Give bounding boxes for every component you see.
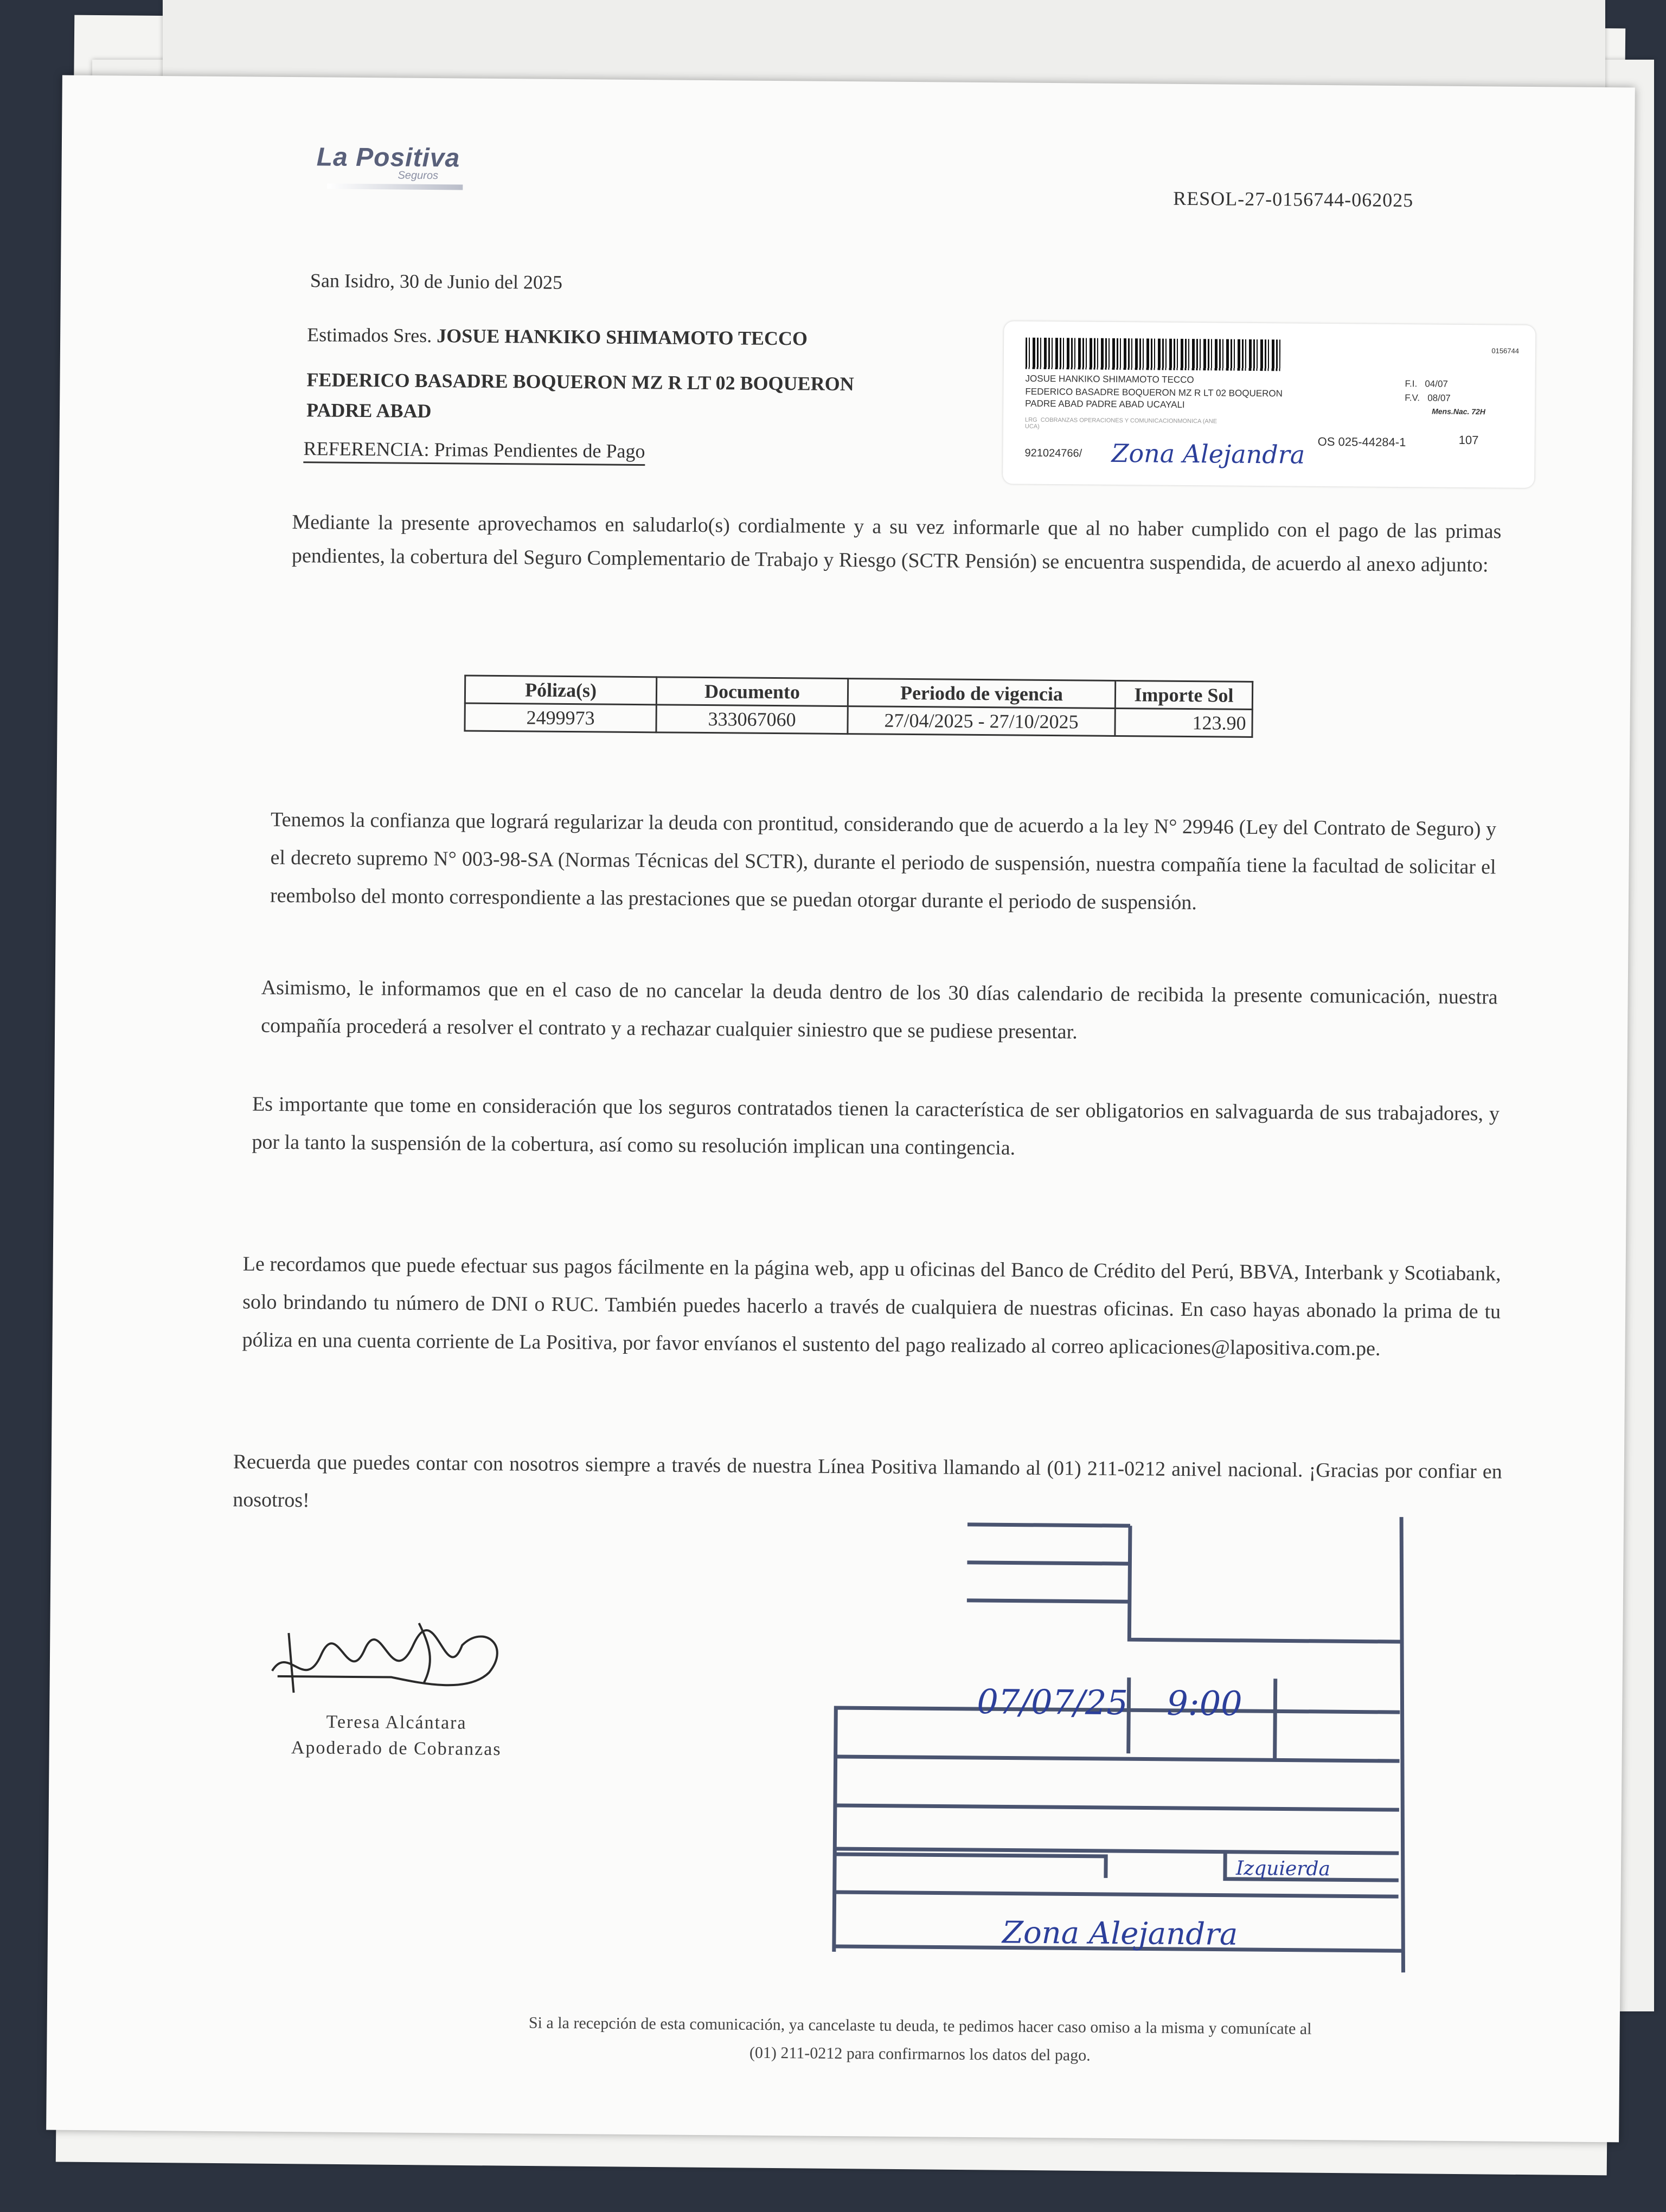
stamp-observation: Zona Alejandra xyxy=(1002,1915,1238,1952)
label-small-text: LRG COBRANZAS OPERACIONES Y COMUNICACIONMONICA (ANE UCA) xyxy=(1024,416,1218,430)
paragraph-contact: Recuerda que puedes contar con nosotros siempre a través de nuestra Línea Positiva llamando al (01) 211-0212 anivel nacional. ¡Gracias por confiar en nosotros! xyxy=(233,1450,1502,1512)
stamp-time: 9:00 xyxy=(1167,1683,1242,1724)
stamp-date: 07/07/25 xyxy=(977,1682,1129,1723)
reception-stamp xyxy=(823,1502,1461,1984)
label-phone: 921024766/ xyxy=(1024,447,1082,460)
period-cell: 27/04/2025 - 27/10/2025 xyxy=(848,706,1115,736)
footer-line-1: Si a la recepción de esta comunicación, ya cancelaste tu deuda, te pedimos hacer caso omiso a la misma y comunícate al xyxy=(528,2014,1312,2038)
table-header: Importe Sol xyxy=(1115,680,1252,709)
shipping-label xyxy=(1003,321,1535,488)
paragraph-deadline: Asimismo, le informamos que en el caso de no cancelar la deuda dentro de los 30 días calendario de recibida la presente comunicación, nuestra compañía procederá a resolver el contrato y a rechazar cualquier siniestro que se pudiese presentar. xyxy=(261,976,1498,1044)
signer-name: Teresa Alcántara xyxy=(326,1712,467,1733)
label-os: OS 025-44284-1 xyxy=(1317,434,1406,449)
resolution-code: RESOL-27-0156744-062025 xyxy=(1173,187,1414,211)
label-mens: Mens.Nac. 72H xyxy=(1432,407,1486,416)
recipient-address xyxy=(306,364,854,429)
footer-note xyxy=(350,2008,1490,2073)
footer-line-2: (01) 211-0212 para confirmarnos los datos del pago. xyxy=(749,2043,1091,2065)
label-address-2: PADRE ABAD PADRE ABAD UCAYALI xyxy=(1025,398,1185,410)
label-address-1: FEDERICO BASADRE BOQUERON MZ R LT 02 BOQUERON xyxy=(1025,386,1283,399)
stamp-mark: Izquierda xyxy=(1235,1857,1331,1881)
label-name: JOSUE HANKIKO SHIMAMOTO TECCO xyxy=(1025,373,1194,385)
recipient-name: JOSUE HANKIKO SHIMAMOTO TECCO xyxy=(437,325,808,350)
logo-sub: Seguros xyxy=(398,169,439,182)
amount-cell: 123.90 xyxy=(1115,708,1252,737)
signature-block xyxy=(255,1709,538,1763)
barcode xyxy=(1026,338,1280,371)
greeting xyxy=(307,316,808,357)
paragraph-confidence: Tenemos la confianza que logrará regularizar la deuda con prontitud, considerando que de acuerdo a la ley N° 29946 (Ley del Contrato de Seguro) y el decreto supremo N° 003-98-SA (Normas Técnicas del SCTR), durante el periodo de suspensión, nuestra compañía tiene la facultad de solicitar el reembolso del monto correspondiente a las prestaciones que se puedan otorgar durante el periodo de suspensión. xyxy=(270,808,1497,915)
intro-paragraph: Mediante la presente aprovechamos en saludarlo(s) cordialmente y a su vez informarle que al no haber cumplido con el pago de las primas pendientes, la cobertura del Seguro Complementario de Trabajo y Riesgo (SCTR Pensión) se encuentra suspendida, de acuerdo al anexo adjunto: xyxy=(291,511,1502,577)
label-fv: F.V. 08/07 xyxy=(1405,393,1451,403)
reference xyxy=(303,429,645,470)
date-line: San Isidro, 30 de Junio del 2025 xyxy=(310,269,563,293)
signer-title: Apoderado de Cobranzas xyxy=(291,1738,502,1760)
document-cell: 333067060 xyxy=(656,705,848,734)
letter-page xyxy=(46,75,1635,2143)
table-header: Póliza(s) xyxy=(465,676,656,705)
address-line-2: PADRE ABAD xyxy=(306,399,432,422)
table-header: Periodo de vigencia xyxy=(848,679,1115,709)
logo-swoosh xyxy=(327,184,463,190)
address-line-1: FEDERICO BASADRE BOQUERON MZ R LT 02 BOQUERON xyxy=(306,369,854,395)
label-handwritten-note: Zona Alejandra xyxy=(1111,438,1305,470)
reference-text: REFERENCIA: Primas Pendientes de Pago xyxy=(303,438,645,466)
greeting-prefix: Estimados Sres. xyxy=(307,324,432,347)
paragraph-payments: Le recordamos que puede efectuar sus pagos fácilmente en la página web, app u oficinas del Banco de Crédito del Perú, BBVA, Interbank y Scotiabank, solo brindando tu número de DNI o RUC. También puedes hacerlo a través de cualquiera de nuestras oficinas. En caso hayas abonado la prima de tu póliza en una cuenta corriente de La Positiva, por favor envíanos el sustento del pago realizado al correo aplicaciones@lapositiva.com.pe. xyxy=(242,1252,1501,1360)
signature-scribble xyxy=(255,1611,538,1706)
label-fi: F.I. 04/07 xyxy=(1405,378,1448,389)
policy-cell: 2499973 xyxy=(465,703,656,732)
paragraph-importance: Es importante que tome en consideración que los seguros contratados tienen la característica de ser obligatorios en salvaguarda de sus trabajadores, y por la tanto la suspensión de la cobertura, así como su resolución implican una contingencia. xyxy=(252,1092,1500,1160)
table-header: Documento xyxy=(656,677,848,706)
company-logo xyxy=(316,142,463,190)
annex-table xyxy=(464,675,1253,738)
label-code: 0156744 xyxy=(1491,346,1520,355)
label-os-number: 107 xyxy=(1458,433,1479,447)
table-row xyxy=(465,703,1252,737)
logo-name: La Positiva xyxy=(316,143,460,173)
